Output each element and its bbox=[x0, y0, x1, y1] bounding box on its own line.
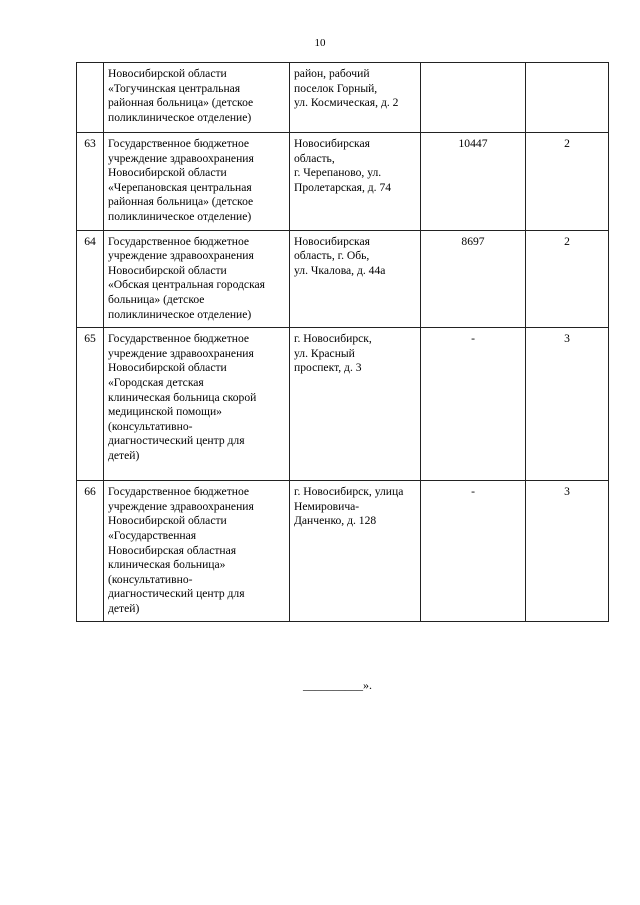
organization-name-line: «Тогучинская центральная bbox=[108, 81, 241, 95]
row-number-cell bbox=[77, 63, 104, 133]
address-line: ул. Красный bbox=[294, 346, 355, 360]
address-cell bbox=[290, 481, 421, 622]
address-line: проспект, д. 3 bbox=[294, 361, 362, 375]
row-number-cell: 65 bbox=[77, 328, 104, 481]
table-row bbox=[77, 63, 609, 133]
level-cell bbox=[526, 63, 609, 133]
table-row bbox=[77, 481, 609, 622]
population-cell: - bbox=[421, 328, 526, 481]
address-cell bbox=[290, 230, 421, 328]
organization-name-line: диагностический центр для bbox=[108, 587, 245, 601]
organization-name-line: районная больница» (детское bbox=[108, 195, 254, 209]
row-number-cell: 63 bbox=[77, 133, 104, 231]
address-line: Данченко, д. 128 bbox=[294, 514, 377, 528]
organization-name-line: учреждение здравоохранения bbox=[108, 151, 254, 165]
organization-name-line: учреждение здравоохранения bbox=[108, 499, 254, 513]
organization-name-line: поликлиническое отделение) bbox=[108, 209, 252, 223]
page-number: 10 bbox=[314, 37, 326, 49]
organization-name-line: диагностический центр для bbox=[108, 434, 245, 448]
organization-name-line: районная больница» (детское bbox=[108, 96, 254, 110]
organization-name-cell bbox=[104, 328, 290, 481]
organization-name-line: клиническая больница скорой bbox=[108, 390, 257, 404]
organization-name-line: медицинской помощи» bbox=[108, 405, 222, 419]
organization-name-line: «Черепановская центральная bbox=[108, 180, 252, 194]
address-line: Новосибирская bbox=[294, 234, 370, 248]
address-line: Новосибирская bbox=[294, 137, 370, 150]
organization-name-line: детей) bbox=[108, 601, 140, 615]
organization-name-line: Новосибирская областная bbox=[108, 543, 237, 557]
table-row bbox=[77, 133, 609, 231]
organization-name-line: больница» (детское bbox=[108, 292, 205, 306]
population-cell bbox=[421, 63, 526, 133]
population-cell: - bbox=[421, 481, 526, 622]
organization-name-line: учреждение здравоохранения bbox=[108, 249, 254, 263]
medical-organizations-table bbox=[76, 62, 609, 622]
address-line: поселок Горный, bbox=[294, 81, 378, 95]
address-line: Пролетарская, д. 74 bbox=[294, 180, 392, 194]
row-number-cell: 64 bbox=[77, 230, 104, 328]
organization-name-line: «Городская детская bbox=[108, 375, 204, 389]
organization-name-line: (консультативно- bbox=[108, 572, 193, 586]
population-cell: 10447 bbox=[421, 133, 526, 231]
organization-name-line: Государственное бюджетное bbox=[108, 234, 250, 248]
address-line: область, bbox=[294, 151, 335, 165]
population-cell: 8697 bbox=[421, 230, 526, 328]
organization-name-line: клиническая больница» bbox=[108, 558, 226, 572]
table-row bbox=[77, 328, 609, 481]
organization-name-line: (консультативно- bbox=[108, 419, 193, 433]
address-line: район, рабочий bbox=[294, 67, 370, 80]
closing-mark: __________». bbox=[303, 678, 372, 692]
level-cell: 3 bbox=[526, 328, 609, 481]
address-cell bbox=[290, 133, 421, 231]
level-cell: 2 bbox=[526, 133, 609, 231]
organization-name-cell bbox=[104, 133, 290, 231]
organization-name-line: Новосибирской области bbox=[108, 514, 227, 528]
organization-name-line: Государственное бюджетное bbox=[108, 485, 250, 499]
organization-name-cell bbox=[104, 63, 290, 133]
organization-name-line: поликлиническое отделение) bbox=[108, 110, 252, 124]
organization-name-line: детей) bbox=[108, 448, 140, 462]
address-line: ул. Чкалова, д. 44а bbox=[294, 263, 386, 277]
address-line: г. Черепаново, ул. bbox=[294, 166, 382, 180]
organization-name-line: Государственное бюджетное bbox=[108, 137, 250, 150]
address-line: область, г. Обь, bbox=[294, 249, 370, 263]
organization-name-line: поликлиническое отделение) bbox=[108, 307, 252, 321]
level-cell: 2 bbox=[526, 230, 609, 328]
address-cell bbox=[290, 63, 421, 133]
address-line: г. Новосибирск, улица bbox=[294, 485, 404, 499]
table-row bbox=[77, 230, 609, 328]
address-cell bbox=[290, 328, 421, 481]
organization-name-line: Новосибирской области bbox=[108, 263, 227, 277]
organization-name-cell bbox=[104, 481, 290, 622]
address-line: Немировича- bbox=[294, 499, 360, 513]
organization-name-cell bbox=[104, 230, 290, 328]
table-body bbox=[77, 63, 609, 622]
organization-name-line: Государственное бюджетное bbox=[108, 332, 250, 346]
organization-name-line: учреждение здравоохранения bbox=[108, 346, 254, 360]
address-line: ул. Космическая, д. 2 bbox=[294, 96, 399, 110]
row-number-cell: 66 bbox=[77, 481, 104, 622]
organization-name-line: Новосибирской области bbox=[108, 166, 227, 180]
organization-name-line: «Государственная bbox=[108, 528, 197, 542]
address-line: г. Новосибирск, bbox=[294, 332, 372, 346]
organization-name-line: Новосибирской области bbox=[108, 361, 227, 375]
level-cell: 3 bbox=[526, 481, 609, 622]
organization-name-line: Новосибирской области bbox=[108, 67, 227, 80]
organization-name-line: «Обская центральная городская bbox=[108, 278, 266, 292]
